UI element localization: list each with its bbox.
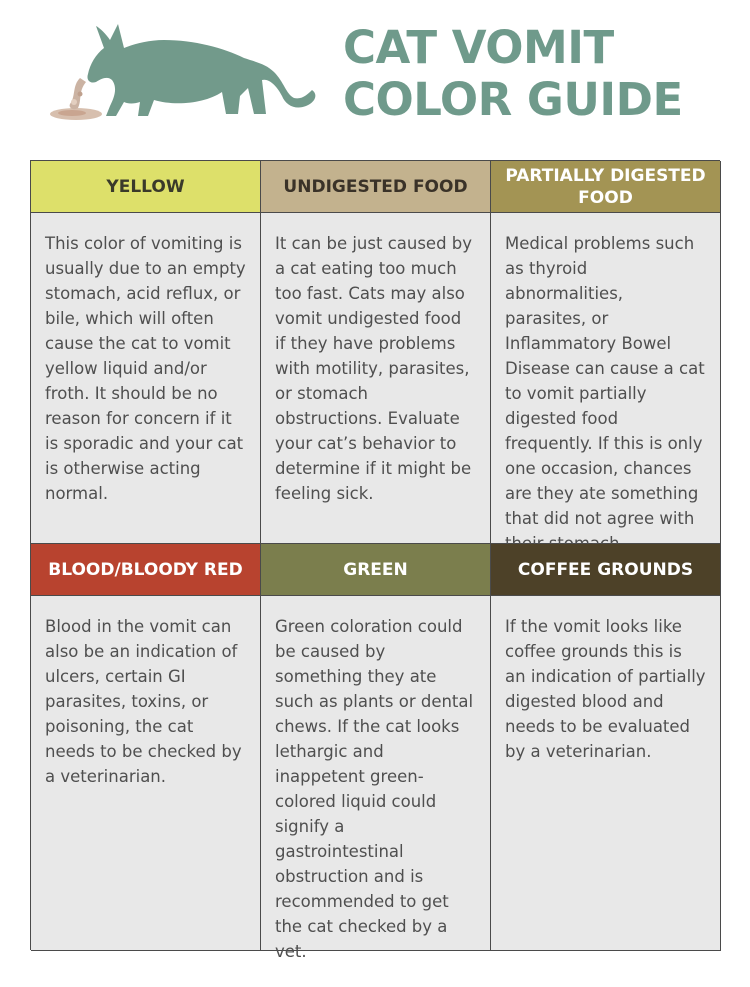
title-line-2: COLOR GUIDE xyxy=(343,73,683,126)
card-body-blood: Blood in the vomit can also be an indication of ulcers, certain GI parasites, toxins, or poisoning, the cat needs to be checked by a veterinarian. xyxy=(31,596,261,951)
card-body-undigested-food: It can be just caused by a cat eating too much too fast. Cats may also vomit undigested food if they have problems with motility, parasites, or stomach obstructions. Evaluate your cat’s behavior to determine if it might be feeling sick. xyxy=(261,213,491,544)
card-body-yellow: This color of vomiting is usually due to an empty stomach, acid reflux, or bile, which will often cause the cat to vomit yellow liquid and/or froth. It should be no reason for concern if it is sporadic and your cat is otherwise acting normal. xyxy=(31,213,261,544)
card-body-green: Green coloration could be caused by something they ate such as plants or dental chews. If the cat looks lethargic and inappetent green-colored liquid could signify a gastrointestinal obstruction and is recommended to get the cat checked by a vet. xyxy=(261,596,491,951)
card-header-coffee-grounds: COFFEE GROUNDS xyxy=(491,544,721,596)
card-header-undigested-food: UNDIGESTED FOOD xyxy=(261,161,491,213)
card-body-coffee-grounds: If the vomit looks like coffee grounds this is an indication of partially digested blood and needs to be evaluated by a veterinarian. xyxy=(491,596,721,951)
color-guide-table xyxy=(30,160,720,961)
card-body-partially-digested-food: Medical problems such as thyroid abnormalities, parasites, or Inflammatory Bowel Disease can cause a cat to vomit partially digested food frequently. If this is only one occasion, chances are they ate something that did not agree with xyxy=(491,213,721,544)
title-line-1: CAT VOMIT xyxy=(343,21,614,74)
card-header-yellow: YELLOW xyxy=(31,161,261,213)
card-header-green: GREEN xyxy=(261,544,491,596)
cat-vomiting-illustration xyxy=(44,18,324,128)
card-header-partially-digested-food: PARTIALLY DIGESTED FOOD xyxy=(491,161,721,213)
header xyxy=(0,0,750,160)
page-title xyxy=(343,22,683,126)
card-header-blood: BLOOD/BLOODY RED xyxy=(31,544,261,596)
